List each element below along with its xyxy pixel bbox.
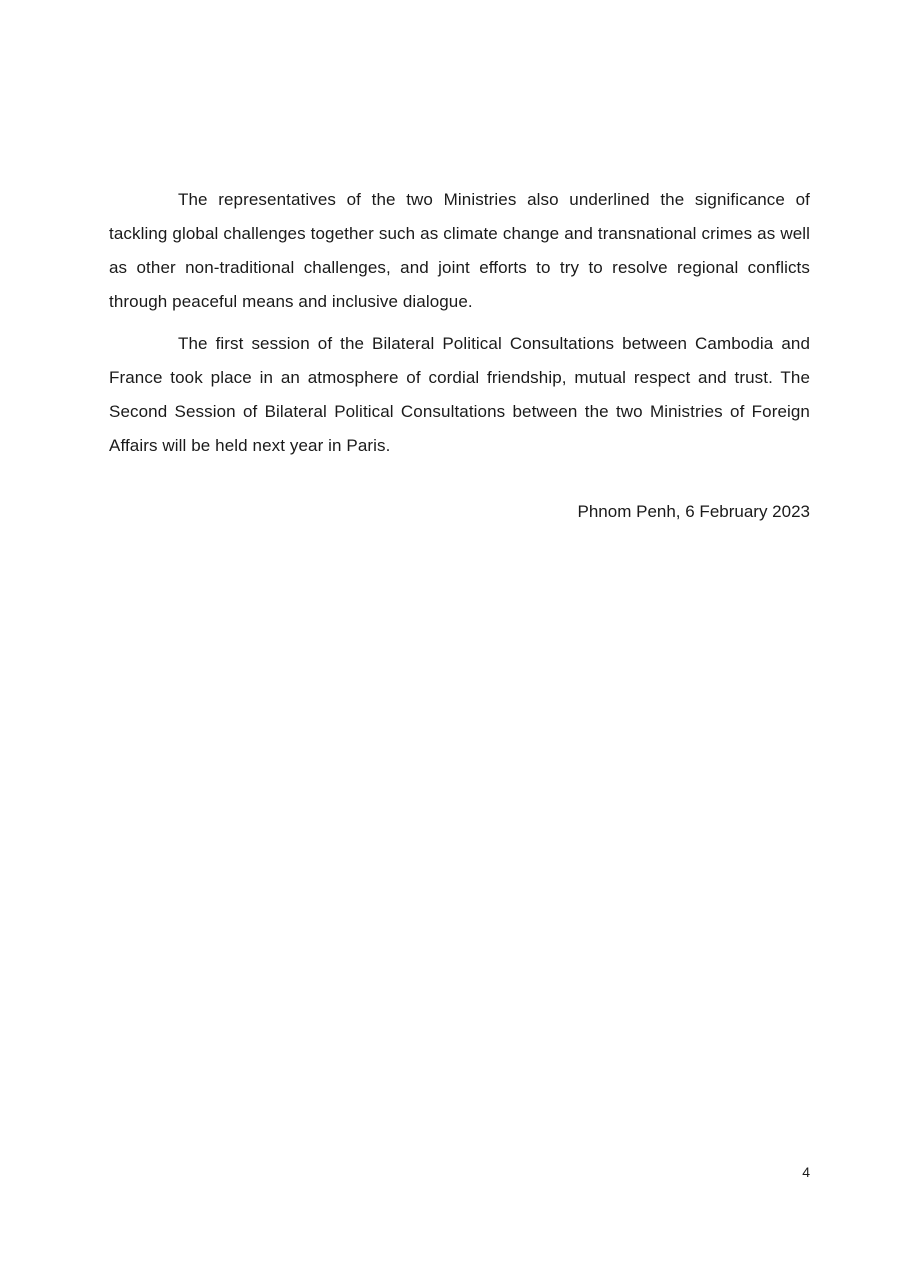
place-date: Phnom Penh, 6 February 2023 (577, 502, 810, 521)
page-number: 4 (802, 1164, 810, 1180)
paragraph-first-session: The first session of the Bilateral Political Consultations between Cambodia and France took place in an atmosphere of cordial friendship, mutual respect and trust. The Second Session of Bilateral Political Consultations between the two Ministries of Foreign Affairs will be held next year in Paris. (109, 334, 810, 455)
body-text (109, 183, 810, 471)
paragraph-global-challenges: The representatives of the two Ministries also underlined the significance of tackling global challenges together such as climate change and transnational crimes as well as other non-traditional challenges, and joint efforts to try to resolve regional conflicts through peaceful means and inclusive dialogue. (109, 190, 810, 311)
